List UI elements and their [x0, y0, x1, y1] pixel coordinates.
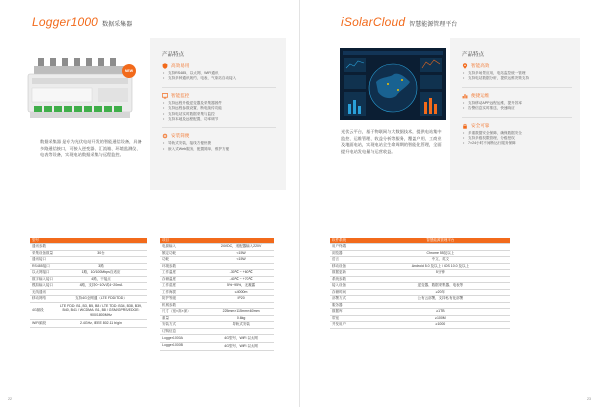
- isolarcloud-features-panel: [450, 38, 580, 190]
- logger-description: 数据采集器 是专为光伏电站开发的智能通信设备，具备多路通信接口，可接入逆变器、汇流箱、环境监测仪、电表等设备，实现电站数据采集与远程监控。: [40, 139, 142, 158]
- table-cell-value: 中文、英文: [371, 257, 510, 264]
- table-cell-key: 带宽: [330, 315, 371, 322]
- logger-feature-item: • 嵌入式Web服务，配置简单，维护方便: [162, 147, 276, 152]
- table-cell-value: 公有云部署，支持私有化部署: [371, 296, 510, 303]
- table-cell-key: 订购信息: [160, 328, 208, 335]
- table-cell-key: 工作温度: [160, 270, 208, 277]
- page-number-left: 22: [8, 397, 12, 401]
- table-cell-key: 移动设备: [330, 263, 371, 270]
- table-cell-value: IP20: [208, 296, 274, 303]
- logger-feature-head-label: 智能监控: [171, 92, 190, 98]
- shield-icon: [162, 63, 168, 69]
- table-cell-key: 安装方式: [160, 322, 208, 329]
- table-cell-key: 用户终端: [330, 244, 371, 251]
- location-icon: [462, 63, 468, 69]
- isolarcloud-feature-head-label: 便捷运维: [471, 92, 490, 98]
- table-cell-key: 以太网接口: [30, 270, 55, 277]
- table-cell-value: 30台: [55, 250, 147, 257]
- isolarcloud-brand-title: iSolarCloud: [341, 15, 406, 29]
- isolarcloud-description: 光伏云平台，基于物联网与大数据技术，提供电站集中监控、运维管理、收益分析等服务，覆盖户用、工商业及地面电站，实现电站全生命周期的智能化管理，全面提升电站发电量与运营收益。: [341, 129, 442, 154]
- table-row: [30, 302, 147, 319]
- isolarcloud-subtitle: 智慧能源管理平台: [409, 22, 458, 28]
- logger-feature-head: [162, 93, 276, 99]
- table-cell-value: 4路，干接点: [55, 276, 147, 283]
- chart-icon: [462, 93, 468, 99]
- isolarcloud-feature-head: [462, 93, 572, 99]
- table-cell-key: 工作海拔: [160, 289, 208, 296]
- isolarcloud-feature-group: [462, 123, 572, 147]
- table-cell-key: 存储时间: [330, 289, 371, 296]
- logger-feature-head: [162, 63, 276, 69]
- table-row: [30, 319, 147, 327]
- logger-feature-head-label: 高效易用: [171, 63, 190, 68]
- table-header-cell: 软件系统: [330, 238, 371, 244]
- table-cell-value: Android 5.0 及以上 / iOS 10.0 及以上: [371, 263, 510, 270]
- isolarcloud-feature-group: [462, 93, 572, 112]
- table-cell-value: -30℃ ~ +60℃: [208, 270, 274, 277]
- isolarcloud-feature-head: [462, 63, 572, 69]
- table-cell-key: WiFi频段: [30, 319, 55, 327]
- table-cell-value: ≥1TB: [371, 309, 510, 316]
- logger-features-title: 产品特点: [162, 52, 185, 58]
- table-cell-key: 语言: [330, 257, 371, 264]
- table-cell-value: <15W: [208, 257, 274, 264]
- table-cell-key: 浏览器: [330, 250, 371, 257]
- left-title-row: [32, 15, 132, 29]
- table-cell-value: 4G型号，WiFi 以太网: [208, 342, 274, 350]
- isolarcloud-feature-head-label: 智能高效: [471, 63, 490, 68]
- logger-feature-item: • 支持本地及远程配置，功率调节: [162, 117, 276, 122]
- feature-divider: [162, 87, 276, 88]
- logger-feature-item: • 导轨式安装，接线方便快捷: [162, 141, 276, 146]
- table-cell-key: 接入设备: [330, 283, 371, 290]
- isolarcloud-feature-item: • 7×24小时不间断运行服务保障: [462, 141, 572, 146]
- table-cell-value: <15W: [208, 250, 274, 257]
- table-cell-key: 服务器: [330, 302, 371, 309]
- logger-feature-group: [162, 133, 276, 152]
- table-row: [160, 335, 274, 343]
- dashboard-screen-image: [340, 48, 446, 120]
- logger-feature-item: • 支持RS485、以太网、WiFi通讯: [162, 71, 276, 76]
- table-cell-key: 存储温度: [160, 276, 208, 283]
- isolarcloud-feature-item: • 多重数据安全保障，确保数据安全: [462, 131, 572, 136]
- logger-spec-table-general: [160, 238, 274, 351]
- table-cell-key: 工作湿度: [160, 283, 208, 290]
- table-cell-value: ≥100M: [371, 315, 510, 322]
- logger-feature-item: • 支持电站实时数据采集与监控: [162, 112, 276, 117]
- table-header-cell: 智慧能源管理平台: [371, 238, 510, 244]
- page-number-right: 23: [587, 397, 591, 401]
- gear-icon: [162, 133, 168, 139]
- logger-feature-item: • 支持远程升级逆变器及采集器固件: [162, 101, 276, 106]
- table-cell-value: 支持4G全网通（LTE FDD/TDD）: [55, 296, 147, 303]
- table-row: [160, 342, 274, 350]
- logger-feature-head-label: 安装简便: [171, 133, 190, 139]
- new-badge: NEW: [122, 64, 136, 78]
- table-cell-key: 移动网络: [30, 296, 55, 303]
- table-cell-key: 重量: [160, 315, 208, 322]
- table-cell-key: 数字输入接口: [32, 276, 53, 281]
- table-row: [330, 322, 510, 329]
- table-cell-key: 功耗: [160, 257, 208, 264]
- isolarcloud-feature-item: • 支持电站数据分析，提供运维决策支持: [462, 76, 572, 81]
- table-cell-key: 系统参数: [330, 276, 371, 283]
- table-cell-key: 通讯接口: [30, 257, 55, 264]
- feature-divider: [462, 87, 572, 88]
- isolarcloud-feature-head: [462, 123, 572, 129]
- feature-divider: [462, 117, 572, 118]
- data-logger-device-image: [20, 48, 140, 128]
- table-cell-key: 采集设备数量: [32, 250, 53, 255]
- table-cell-key: 环境参数: [160, 263, 208, 270]
- table-cell-value: 225mm×115mm×60mm: [208, 309, 274, 316]
- isolarcloud-feature-item: • 支持多级权限管理，分级授权: [462, 136, 572, 141]
- table-cell-value: 5分钟: [371, 270, 510, 277]
- table-cell-value: 5%~95%，无凝露: [208, 283, 274, 290]
- table-cell-value: ≥1000: [371, 322, 510, 329]
- table-cell-key: 无线通讯: [30, 289, 55, 296]
- table-cell-value: 1路，10/100Mbps自适应: [55, 270, 147, 277]
- table-cell-key: Logger1000B: [160, 342, 208, 350]
- table-cell-key: 4G频段: [30, 302, 55, 319]
- logger-feature-item: • 支持远程参数设置、断电续传功能: [162, 106, 276, 111]
- table-cell-value: 4路，支持0~10V或4~20mA: [55, 283, 147, 290]
- logger-brand-title: Logger1000: [32, 15, 99, 29]
- logger-feature-group: [162, 63, 276, 82]
- table-cell-key: 尺寸（宽×高×深）: [160, 309, 208, 316]
- table-cell-value: 2.4GHz, IEEE 802.11 b/g/n: [55, 319, 147, 327]
- logger-feature-item: • 支持多种通讯规约，电表、气象站自动接入: [162, 76, 276, 81]
- table-cell-value: 4G型号，WiFi 以太网: [208, 335, 274, 343]
- table-cell-value: 导轨式安装: [208, 322, 274, 329]
- isolarcloud-feature-item: • 支持多场景应用，电站监控统一管理: [462, 71, 572, 76]
- table-cell-key: 模拟输入接口: [32, 283, 53, 287]
- lock-icon: [462, 123, 468, 129]
- isolarcloud-feature-item: • 支持移动APP远程运维，提升效率: [462, 101, 572, 106]
- isolarcloud-features-title: 产品特点: [462, 52, 485, 58]
- table-cell-value: 0.6kg: [208, 315, 274, 322]
- table-cell-value: ≤4000m: [208, 289, 274, 296]
- right-title-row: [341, 15, 457, 29]
- table-cell-key: 数据更新: [330, 270, 371, 277]
- table-cell-value: 24VDC，适配器输入220V: [208, 244, 274, 251]
- table-cell-value: LTE FDD: B1, B3, B5, B8 / LTE TDD: B34, B38, B39, B40, B41 / WCDMA: B1, B8 / GSM/GPRS/EDGE: 900/1800MHz: [55, 302, 147, 319]
- table-cell-key: 部署方式: [330, 296, 371, 303]
- table-cell-key: 数据库: [330, 309, 371, 316]
- isolarcloud-feature-group: [462, 63, 572, 82]
- table-cell-key: 电源输入: [160, 244, 208, 251]
- logger-subtitle: 数据采集器: [102, 22, 133, 28]
- table-cell-key: RS485接口: [30, 263, 55, 270]
- logger-spec-table-communication: [30, 238, 147, 328]
- table-cell-value: -40℃ ~ +70℃: [208, 276, 274, 283]
- table-cell-value: ≥20年: [371, 289, 510, 296]
- feature-divider: [162, 127, 276, 128]
- table-cell-key: 防护等级: [160, 296, 208, 303]
- table-cell-key: 机械参数: [160, 302, 208, 309]
- table-cell-key: 并发用户: [330, 322, 371, 329]
- monitor-icon: [162, 93, 168, 99]
- table-cell-key: 通讯参数: [30, 244, 55, 251]
- isolarcloud-feature-item: • 告警信息实时推送，快速响应: [462, 106, 572, 111]
- table-cell-value: Chrome 55及以上: [371, 250, 510, 257]
- isolarcloud-spec-table: [330, 238, 510, 329]
- logger-features-panel: [150, 38, 286, 190]
- table-cell-value: 逆变器、数据采集器、电表等: [371, 283, 510, 290]
- table-header-cell: 型号: [30, 238, 55, 244]
- logger-feature-head: [162, 133, 276, 139]
- table-cell-value: 3路: [55, 263, 147, 270]
- table-cell-key: 额定功耗: [160, 250, 208, 257]
- logger-feature-group: [162, 93, 276, 123]
- table-cell-key: Logger1000A: [160, 335, 208, 343]
- isolarcloud-feature-head-label: 安全可靠: [471, 122, 490, 128]
- table-header-cell: 项目: [160, 238, 208, 244]
